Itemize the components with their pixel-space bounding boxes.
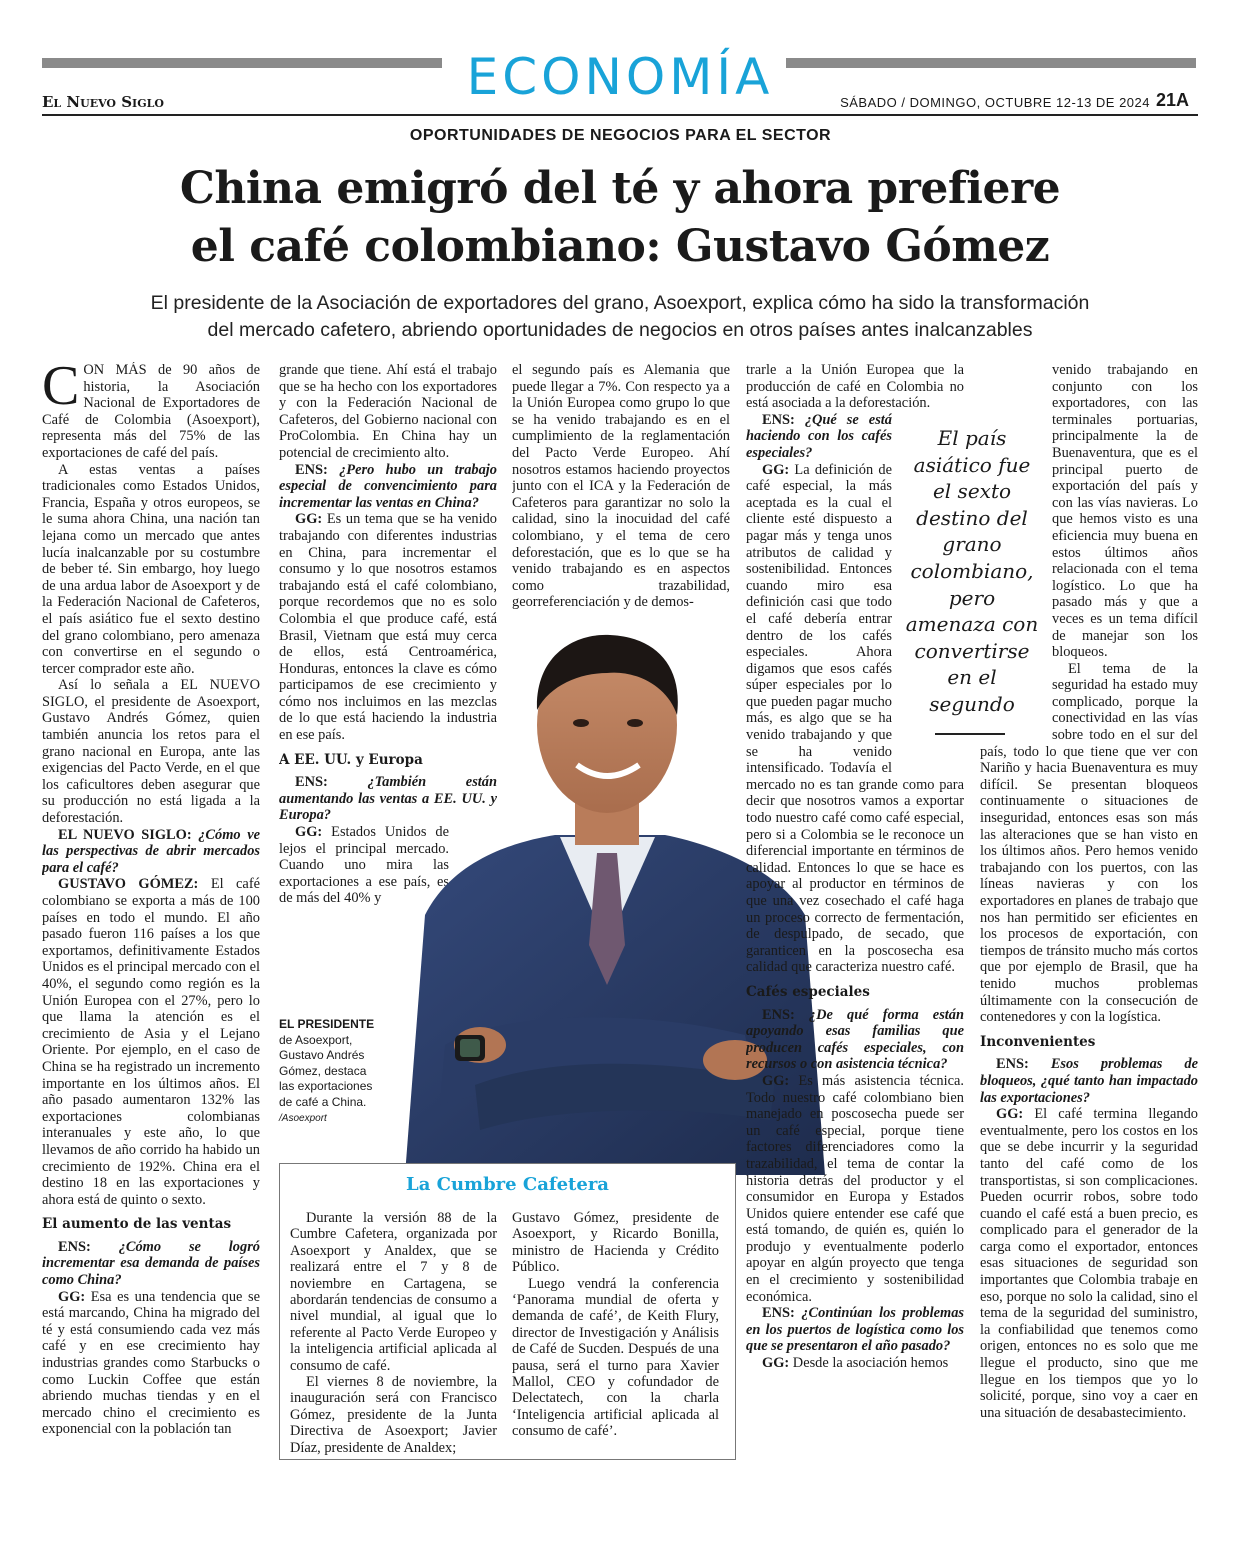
- answer: GG: El café termina llegando eventualmente, pero los costos en los que se debe incurrir y la seguridad tanto del café como de los transportistas, si son complicaciones. Pueden ocurrir robos, sobre todo cuando el café está a buen precio, es complicado para el generador de la carga como el exportador, entonces esas situaciones de seguridad son importantes que Colombia trabaje en eso, porque no solo la calidad, sino el tema de la seguridad del suministro, la confiabilidad que tenemos como origen, entonces no es solo que me llegue el producto, sino que me llegue en los tiempos que yo lo solicité, porque, sino voy a caer en una situación de desabastecimiento.: [980, 1106, 1198, 1421]
- paragraph: venido trabajando en conjunto con los exportadores, con las terminales portuarias, principalmente la de Buenaventura, que es el principal puerto de exportación del país y con las vías navieras. Lo que hemos visto es una eficiencia muy buena en estos últimos años relacionada con el tema logístico. Lo que ha pasado más y que a veces es un tema difícil de manejar son los bloqueos.: [1052, 362, 1198, 661]
- header-rule-right: [786, 58, 1196, 68]
- answer: GUSTAVO GÓMEZ: El café colombiano se exporta a más de 100 países en todo el mundo. El año pasado fueron 116 países a los que exportamos, definitivamente Estados Unidos es el principal mercado con el 40%, el segundo como región es la Unión Europea con el 27%, pero lo que llama la atención es el crecimiento de Asia y el Lejano Oriente. Por ejemplo, en el caso de China se ha registrado un incremento importante en los últimos años. El año pasado aumentaron 132% las exportaciones colombianas interanuales y este año, lo que llevamos de año corrido ha habido un crecimiento de 192%. China era el destino 18 en las exportaciones y ahora está de quinto o sexto.: [42, 876, 260, 1208]
- answer: GG: Es un tema que se ha venido trabajando con diferentes industrias en China, para incrementar el consumo y lo que nosotros estamos trabajando está el café colombiano, porque recordemos que no es solo Colombia el que produce café, está Brasil, Vietnam que está muy cerca de ellos, está Centroamérica, Honduras, entonces la clave es cómo participamos de ese crecimiento y cómo nos incluimos en las mezclas de lo que está haciendo la industria en ese país.: [279, 511, 497, 744]
- dek: [80, 290, 1160, 344]
- sidebar-box-column-right: [512, 1210, 719, 1440]
- sidebar-box-title: La Cumbre Cafetera: [406, 1174, 609, 1195]
- question: ENS: ¿También están aumentando las ventas a EE. UU. y Europa?: [279, 774, 497, 824]
- paragraph: Durante la versión 88 de la Cumbre Cafetera, organizada por Asoexport y Analdex, que se realizará entre el 7 y 8 de noviembre en Cartagena, se abordarán tendencias de consumo a nivel mundial, al igual que lo referente al Pacto Verde Europeo y la inteligencia artificial aplicada al consumo de café.: [290, 1210, 497, 1374]
- page-number: 21A: [1156, 90, 1190, 110]
- dek-line-1: El presidente de la Asociación de exportadores del grano, Asoexport, explica cómo ha sido la transformación: [150, 292, 1090, 314]
- headline-line-1: China emigró del té y ahora prefiere: [179, 163, 1061, 214]
- question: ENS: ¿Pero hubo un trabajo especial de convencimiento para incrementar las ventas en China?: [279, 461, 497, 511]
- question: ENS: ¿Qué se está haciendo con los cafés especiales?: [746, 411, 892, 461]
- paragraph: Así lo señala a EL NUEVO SIGLO, el presidente de Asoexport, Gustavo Andrés Gómez, quien también anuncia los retos para el grano nacional en Europa, ante las exigencias del Pacto Verde, en el que los caficultores deben asegurar que su producción no está ligada a la deforestación.: [42, 677, 260, 827]
- subheading: El aumento de las ventas: [42, 1216, 232, 1233]
- photo-caption: [279, 1017, 375, 1126]
- photo-credit: /Asoexport: [279, 1112, 327, 1124]
- header-divider: [42, 114, 1198, 116]
- headline: [60, 160, 1180, 276]
- answer: GG: Estados Unidos de lejos el principal mercado. Cuando uno mira las exportaciones a ese país, es de más del 40% y: [279, 824, 449, 907]
- column-1: [42, 362, 260, 1492]
- question: EL NUEVO SIGLO: ¿Cómo ve las perspectivas de abrir mercados para el café?: [42, 826, 260, 876]
- paragraph: trarle a la Unión Europea que la producción de café en Colombia no está asociada a la deforestación.: [746, 362, 964, 412]
- sidebar-box-column-left: [290, 1210, 497, 1456]
- subheading: Inconvenientes: [980, 1033, 1096, 1050]
- column-3: [512, 362, 730, 622]
- dek-line-2: del mercado cafetero, abriendo oportunidades de negocios en otros países antes inalcanzables: [207, 319, 1033, 341]
- paragraph: A estas ventas a países tradicionales como Estados Unidos, Francia, España y otros europeos, se le suma ahora China, una nación tan lejana como un mercado que antes lucía inalcanzable por su costumbre de beber té. Sin embargo, hoy luego de una ardua labor de Asoexport y de la Federación Nacional de Cafeteros, el país asiático fue el sexto destino del grano colombiano, pero amenaza con convertirse en el segundo o tercer comprador este año.: [42, 461, 260, 677]
- paragraph: El viernes 8 de noviembre, la inauguración será con Francisco Gómez, presidente de la Junta Directiva de Asoexport; Javier Díaz, presidente de Analdex;: [290, 1374, 497, 1456]
- masthead: El Nuevo Siglo: [42, 93, 164, 111]
- answer: GG: Esa es una tendencia que se está marcando, China ha migrado del té y está consumiendo cada vez más café y en ese crecimiento hay industrias grandes como Starbucks o como Luckin Coffee que están abriendo muchas tiendas y en el mercado chino el crecimiento es exponencial con la población tan: [42, 1288, 260, 1438]
- pull-quote: El país asiático fue el sexto destino del grano colombiano, pero amenaza con convertirse en el segundo: [905, 426, 1039, 716]
- column-5: [980, 362, 1198, 1492]
- header-rule-left: [42, 58, 442, 68]
- headline-line-2: el café colombiano: Gustavo Gómez: [190, 221, 1050, 272]
- caption-text: de Asoexport, Gustavo Andrés Gómez, destaca las exportaciones de café a China.: [279, 1032, 373, 1109]
- dateline: SÁBADO / DOMINGO, OCTUBRE 12-13 DE 2024: [840, 95, 1150, 110]
- subheading: Cafés especiales: [746, 983, 870, 1000]
- lead-paragraph: CON MÁS de 90 años de historia, la Asociación Nacional de Exportadores de Café de Colombia (Asoexport), representa más del 75% de las exportaciones de café del país.: [42, 362, 260, 461]
- caption-lead: EL PRESIDENTE: [279, 1017, 375, 1031]
- question: ENS: Esos problemas de bloqueos, ¿qué tanto han impactado las exportaciones?: [980, 1056, 1198, 1106]
- paragraph: Gustavo Gómez, presidente de Asoexport, y Ricardo Bonilla, ministro de Hacienda y Crédito Público.: [512, 1210, 719, 1276]
- section-title: ECONOMÍA: [466, 48, 774, 106]
- question: ENS: ¿Continúan los problemas en los puertos de logística como los que se presentaron el año pasado?: [746, 1305, 964, 1355]
- pullquote-spacer: [980, 362, 1052, 742]
- paragraph: grande que tiene. Ahí está el trabajo que se ha hecho con los exportadores y con la Federación Nacional de Cafeteros, del Gobierno nacional con ProColombia. En China hay un potencial de crecimiento alto.: [279, 362, 497, 461]
- answer: GG: La definición de café especial, la más aceptada es la cual el cliente esté dispuesto a pagar más y tenga unos atributos de calidad y sostenibilidad. Entonces cuando miro esa definición casi que todo el café debería entrar dentro de los cafés especiales. Ahora digamos que esos cafés súper especiales por lo que pueden pagar mucho más, es algo que se ha venido trabajando y que se ha venido intensificado. Todavía el mercado no es tan grande como para decir que nosotros vamos a exportar todo nuestro café como café especial, pero si a Colombia se le reconoce un diferencial importante en términos de calidad. Entonces lo que se hace es apoyar al productor en términos de que una vez cosechado el café haga un proceso correcto de fermentación, de despulpado, de secado, que garanticen en la poscosecha esa calidad que caracteriza nuestro café.: [746, 461, 964, 976]
- answer: GG: Desde la asociación hemos: [762, 1355, 949, 1372]
- question: ENS: ¿De qué forma están apoyando esas familias que producen cafés especiales, con recursos o con asistencia técnica?: [746, 1006, 964, 1073]
- paragraph: Luego vendrá la conferencia ‘Panorama mundial de oferta y demanda de café’, de Keith Flury, director de Investigación y Análisis de Café de Sucden. Después de una pausa, será el turno para Xavier Mallol, CEO y cofundador de Delectatech, con la charla ‘Inteligencia artificial aplicada al consumo de café’.: [512, 1275, 719, 1440]
- drop-cap: C: [42, 362, 80, 417]
- paragraph: el segundo país es Alemania que puede llegar a 7%. Con respecto ya a la Unión Europea como grupo lo que se ha venido trabajando es en el cumplimiento de la reglamentación del Pacto Verde Europeo. Ahí nosotros estamos haciendo proyectos junto con el ICA y la Federación de Cafeteros para garantizar no solo la calidad, sino la inocuidad del café colombiano, y el tema de cero deforestación, que es lo que se ha venido trabajando es en aspectos como trazabilidad, georreferenciación y de demos-: [512, 362, 730, 611]
- paragraph: El tema de la seguridad ha estado muy complicado, porque la conectividad en las vías sobre todo en el sur del país, todo lo que tiene que ver con Nariño y hacia Buenaventura es muy difícil. Se presentan bloqueos continuamente o situaciones de inseguridad, entonces esas son más las alteraciones que se han visto en los últimos años. Pero hemos venido trabajando con los puertos, con las líneas navieras y con los exportadores en planes de trabajo que nos han permitido ser eficientes en los procesos de exportación, con tiempos de tránsito mucho más cortos que por ejemplo de Brasil, que ha tenido muchos problemas últimamente con la consecución de contenedores y con la logística.: [980, 660, 1198, 1026]
- kicker: OPORTUNIDADES DE NEGOCIOS PARA EL SECTOR: [409, 127, 832, 144]
- answer: GG: Es más asistencia técnica. Todo nuestro café colombiano bien manejado en poscosecha puede ser un café especial, porque tiene factores diferenciadores como la trazabilidad, el tema de contar la historia detrás del productor y el consumidor en Europa y Estados Unidos quiere entender ese café que está tomando, de quién es, quién lo produjo y eventualmente poderlo apoyar en algún proyecto que tenga en el crecimiento y sostenibilidad económica.: [746, 1072, 964, 1305]
- subheading: A EE. UU. y Europa: [279, 751, 423, 768]
- question: ENS: ¿Cómo se logró incrementar esa demanda de países como China?: [42, 1238, 260, 1289]
